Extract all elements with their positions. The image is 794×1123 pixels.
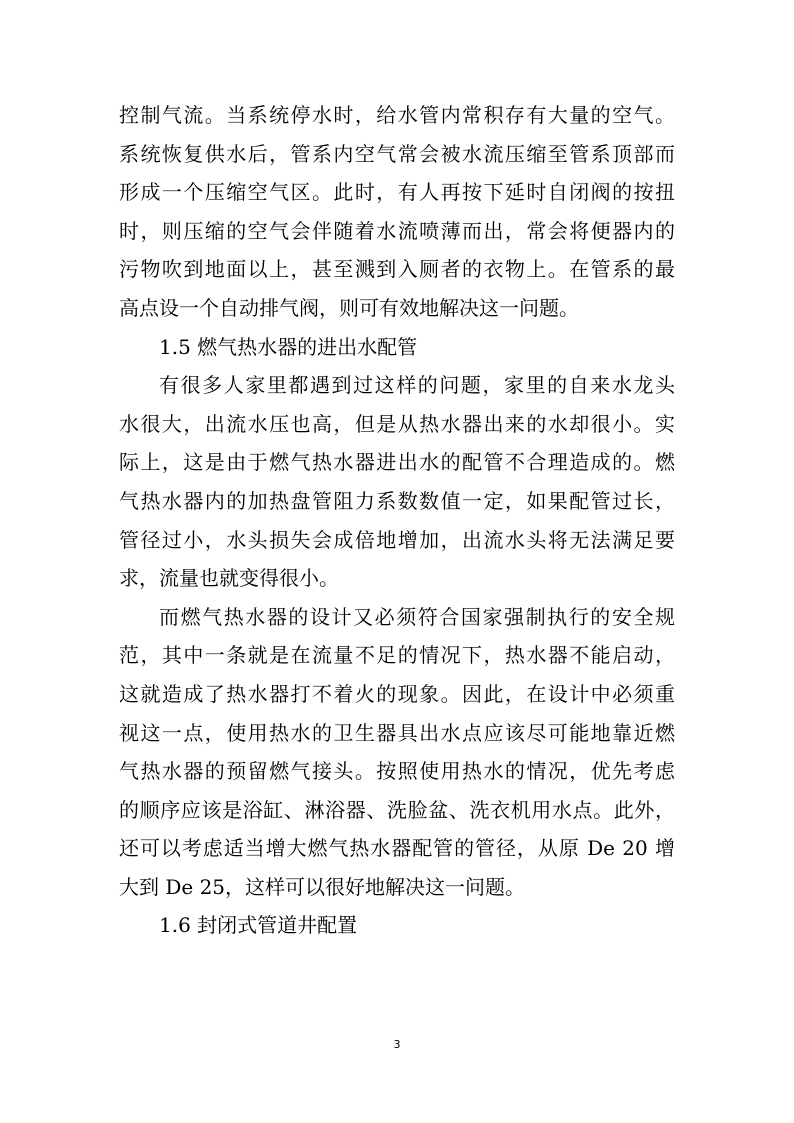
text-line: 的顺序应该是浴缸、淋浴器、洗脸盆、洗衣机用水点。此外，	[119, 797, 675, 822]
text-line: 范，其中一条就是在流量不足的情况下，热水器不能启动，	[119, 643, 675, 668]
text-line: 还可以考虑适当增大燃气热水器配管的管径，从原 De 20 增	[119, 836, 675, 861]
text-line: 际上，这是由于燃气热水器进出水的配管不合理造成的。燃	[119, 450, 675, 475]
paragraph	[119, 598, 675, 907]
text-line: 形成一个压缩空气区。此时，有人再按下延时自闭阀的按扭	[119, 180, 675, 205]
text-line: 视这一点，使用热水的卫生器具出水点应该尽可能地靠近燃	[119, 720, 675, 745]
text-line: 气热水器内的加热盘管阻力系数数值一定，如果配管过长，	[119, 488, 675, 513]
paragraph	[119, 366, 675, 598]
paragraph-continuation	[119, 96, 675, 328]
text-line: 系统恢复供水后，管系内空气常会被水流压缩至管系顶部而	[119, 141, 675, 166]
text-line: 这就造成了热水器打不着火的现象。因此，在设计中必须重	[119, 681, 675, 706]
text-line: 而燃气热水器的设计又必须符合国家强制执行的安全规	[159, 604, 675, 629]
section-heading-1-5: 1.5 燃气热水器的进出水配管	[159, 334, 418, 359]
text-line: 水很大，出流水压也高，但是从热水器出来的水却很小。实	[119, 411, 675, 436]
text-line: 大到 De 25，这样可以很好地解决这一问题。	[119, 874, 526, 899]
text-line: 气热水器的预留燃气接头。按照使用热水的情况，优先考虑	[119, 759, 675, 784]
text-line: 有很多人家里都遇到过这样的问题，家里的自来水龙头	[159, 373, 675, 398]
text-line: 求，流量也就变得很小。	[119, 566, 339, 591]
text-line: 污物吹到地面以上，甚至溅到入厕者的衣物上。在管系的最	[119, 257, 675, 282]
page-number: 3	[393, 1038, 401, 1051]
document-body	[119, 96, 675, 945]
text-line: 时，则压缩的空气会伴随着水流喷薄而出，常会将便器内的	[119, 218, 675, 243]
text-line: 控制气流。当系统停水时，给水管内常积存有大量的空气。	[119, 103, 675, 127]
section-heading-1-6: 1.6 封闭式管道井配置	[159, 913, 358, 938]
text-line: 高点设一个自动排气阀，则可有效地解决这一问题。	[119, 295, 579, 320]
text-line: 管径过小，水头损失会成倍地增加，出流水头将无法满足要	[119, 527, 675, 552]
